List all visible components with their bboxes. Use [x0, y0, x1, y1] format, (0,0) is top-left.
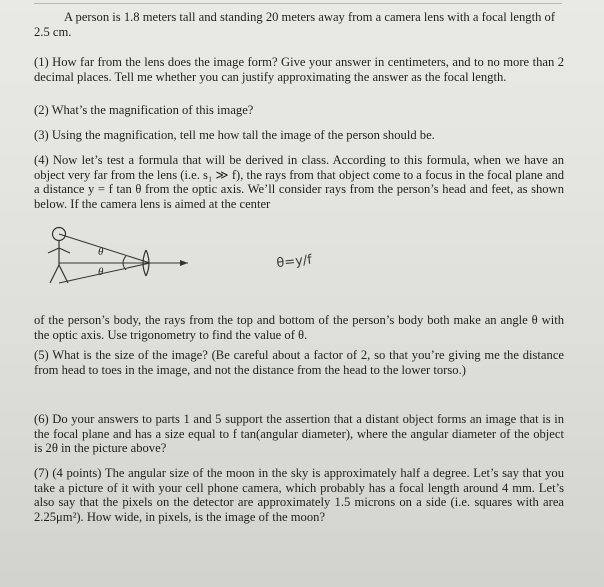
question-2: (2) What’s the magnification of this image? — [34, 103, 254, 117]
question-1: (1) How far from the lens does the image form? Give your answer in centimeters, and to no more than 2 decimal places. Tell me whether you can justify approximating the answer as the focal length. — [34, 55, 564, 84]
optic-axis-arrowhead-icon — [180, 260, 188, 266]
question-4-continued: of the person’s body, the rays from the top and bottom of the person’s body both make an angle θ with the optic axis. Use trigonometry to find the value of θ. — [34, 313, 564, 342]
question-3: (3) Using the magnification, tell me how tall the image of the person should be. — [34, 128, 435, 142]
person-lens-diagram — [40, 222, 220, 292]
ray-from-feet — [59, 263, 150, 283]
problem-intro: A person is 1.8 meters tall and standing 20 meters away from a camera lens with a focal length of 2.5 cm. — [34, 10, 556, 39]
ray-from-head — [59, 234, 150, 263]
person-leg-right — [59, 265, 68, 283]
person-leg-left — [50, 265, 59, 283]
question-5: (5) What is the size of the image? (Be careful about a factor of 2, so that you’re giving me the distance from head to toes in the image, and not the distance from the head to the lower torso.) — [34, 348, 564, 377]
handwritten-note-text: θ=y/f — [275, 252, 313, 272]
person-arm-right — [59, 248, 70, 253]
person-arm-left — [48, 248, 59, 253]
theta-label-bottom: θ — [98, 266, 104, 278]
handwritten-note — [268, 238, 328, 278]
question-4: (4) Now let’s test a formula that will be derived in class. According to this formula, when we have an object very far from the lens (i.e. s₁ ≫ f), the rays from that object come to a focus in the focal plane and a distance y = f tan θ from the optic axis. We’ll consider rays from the person’s head and feet, as shown below. If the camera lens is aimed at the center — [34, 153, 564, 211]
question-6: (6) Do your answers to parts 1 and 5 support the assertion that a distant object forms an image that is in the focal plane and has a size equal to f tan(angular diameter), where the angular diameter of the object is 2θ in the picture above? — [34, 412, 564, 456]
top-rule — [34, 3, 562, 4]
theta-label-top: θ — [98, 246, 104, 258]
question-7: (7) (4 points) The angular size of the moon in the sky is approximately half a degree. Let’s say that you take a picture of it with your cell phone camera, which probably has a focal length around 4 mm. Let’s also say that the pixels on the detector are approximately 1.5 microns on a side (i.e. squares with area 2.25μm²). How wide, in pixels, is the image of the moon? — [34, 466, 564, 524]
